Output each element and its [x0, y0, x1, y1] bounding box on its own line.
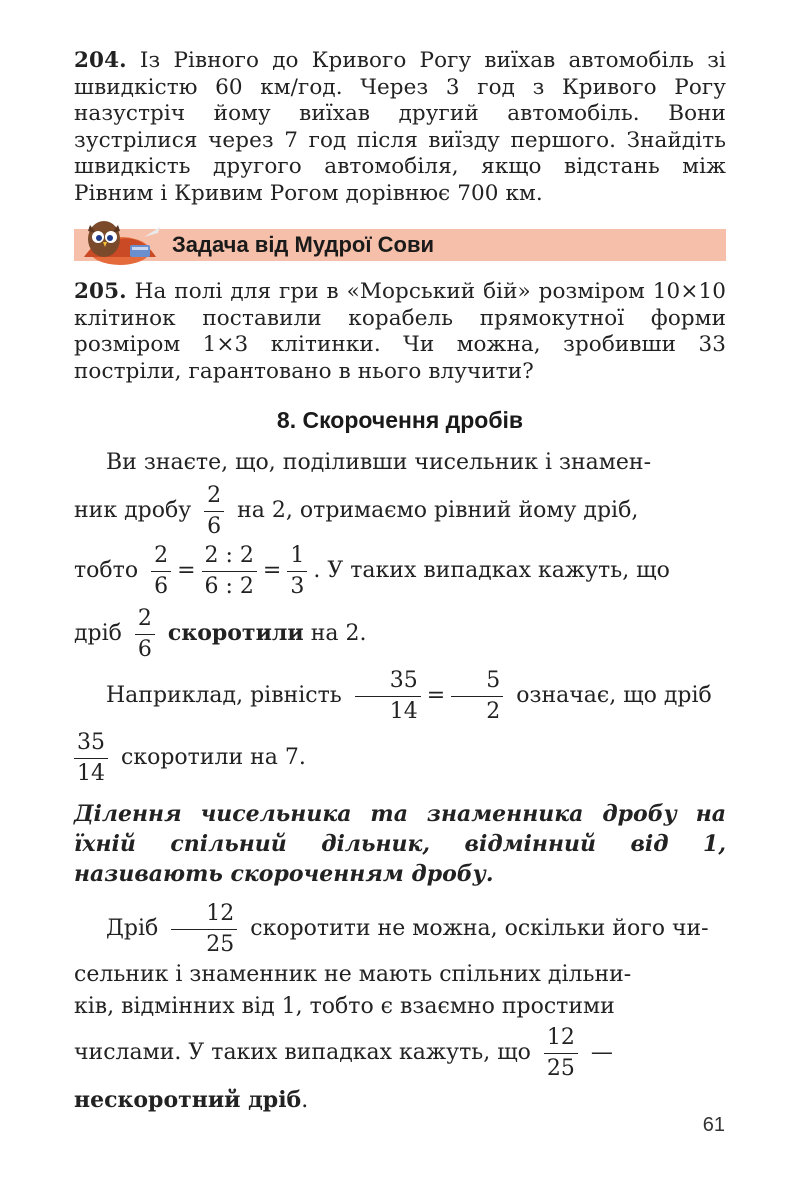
- text-line: [74, 602, 726, 665]
- numerator: 2: [151, 543, 171, 572]
- text-fragment: на 2, отримаємо рівний йому дріб,: [237, 498, 639, 523]
- problem-number: 204.: [74, 48, 127, 73]
- section-title: 8. Скорочення дробів: [276, 407, 524, 433]
- numerator: 12: [544, 1025, 578, 1054]
- fraction-2-6: [204, 483, 224, 540]
- owl-icon: [74, 217, 162, 267]
- text-line: [74, 727, 726, 789]
- text-line: [74, 482, 726, 540]
- problem-205: [74, 279, 726, 385]
- text-line: [74, 959, 726, 991]
- text-fragment: дріб: [74, 621, 122, 646]
- denominator: 25: [546, 1055, 575, 1081]
- text-fragment: ник дробу: [74, 498, 192, 523]
- text-fragment: сельник і знаменник не мають спільних дільни-: [74, 962, 632, 987]
- denominator: 6: [154, 573, 169, 599]
- fraction-2-6: [151, 543, 171, 600]
- text-line: [74, 665, 726, 727]
- equals-sign: =: [262, 558, 282, 583]
- numerator: 1: [287, 543, 307, 572]
- text-line: [74, 540, 726, 602]
- fraction-35-14: [74, 730, 108, 787]
- fraction-12-25: [544, 1025, 578, 1082]
- denominator: 14: [77, 760, 105, 786]
- em-dash: —: [590, 1040, 613, 1065]
- problem-text: На полі для гри в «Морський бій» розміром 10×10 клітинок поставили корабель прямокутної форми розміром 1×3 клітинки. Чи можна, зробивши 33 постріли, гарантовано в нього влучити?: [74, 279, 727, 384]
- denominator: 2: [486, 698, 501, 724]
- text-fragment: числами. У таких випадках кажуть, що: [74, 1040, 531, 1065]
- problem-204: [74, 48, 726, 207]
- equals-sign: =: [426, 683, 446, 708]
- page-number: 61: [702, 1114, 725, 1136]
- paragraph-irreducible: [74, 899, 726, 1118]
- text-line: [74, 448, 726, 478]
- text-line: [74, 899, 726, 959]
- period: .: [301, 1088, 309, 1113]
- numerator: 35: [355, 668, 421, 697]
- page-content: [74, 48, 726, 1118]
- banner-title: Задача від Мудрої Сови: [172, 232, 435, 257]
- text-fragment: Ви знаєте, що, поділивши чисельник і знамен-: [106, 450, 652, 475]
- definition-text: Ділення чисельника та знаменника дробу на їхній спільний дільник, відмінний від 1, називають скороченням дробу.: [74, 801, 726, 887]
- text-fragment: Дріб: [106, 916, 159, 941]
- numerator: 12: [171, 901, 237, 930]
- denominator: 3: [290, 573, 305, 599]
- numerator: 5: [451, 668, 503, 697]
- period: .: [313, 558, 321, 583]
- numerator: 2: [204, 483, 224, 512]
- problem-number: 205.: [74, 279, 127, 304]
- denominator: 6: [137, 636, 152, 662]
- text-line: [74, 991, 726, 1023]
- bold-term: нескоротний дріб: [74, 1087, 302, 1113]
- numerator: 2 : 2: [202, 543, 257, 572]
- denominator: 14: [389, 698, 418, 724]
- fraction-35-14: [355, 668, 421, 725]
- denominator: 25: [206, 931, 235, 957]
- text-fragment: тобто: [74, 558, 139, 583]
- denominator: 6 : 2: [204, 573, 254, 599]
- text-line: [74, 1083, 726, 1118]
- text-fragment: скоротили на 7.: [121, 745, 306, 770]
- equals-sign: =: [177, 558, 196, 583]
- fraction-5-2: [451, 668, 503, 725]
- text-fragment: означає, що дріб: [516, 683, 712, 708]
- text-fragment: Наприклад, рівність: [106, 683, 342, 708]
- numerator: 2: [135, 606, 155, 635]
- paragraph-reduction-intro: [74, 448, 726, 665]
- text-fragment: скоротити не можна, оскільки його чи-: [250, 916, 709, 941]
- text-line: [74, 1023, 726, 1083]
- text-fragment: ків, відмінних від 1, тобто є взаємно простими: [74, 994, 615, 1019]
- denominator: 6: [207, 513, 222, 539]
- fraction-1-3: [287, 543, 307, 600]
- text-fragment: У таких випадках кажуть, що: [327, 558, 670, 583]
- fraction-12-25: [171, 901, 237, 958]
- fraction-2-6: [135, 606, 155, 663]
- fraction-2div2-6div2: [202, 543, 257, 600]
- wise-owl-banner: [74, 229, 726, 261]
- problem-text: Із Рівного до Кривого Рогу виїхав автомобіль зі швидкістю 60 км/год. Через 3 год з Кривого Рогу назустріч йому виїхав другий автомобіль. Вони зустрілися через 7 год після виїзду першого. Знайдіть швидкість другого автомобіля, якщо відстань між Рівним і Кривим Рогом дорівнює 700 км.: [74, 48, 727, 206]
- bold-term: скоротили: [167, 620, 304, 646]
- text-fragment: на 2.: [310, 621, 367, 646]
- numerator: 35: [74, 730, 108, 759]
- paragraph-example: [74, 665, 726, 789]
